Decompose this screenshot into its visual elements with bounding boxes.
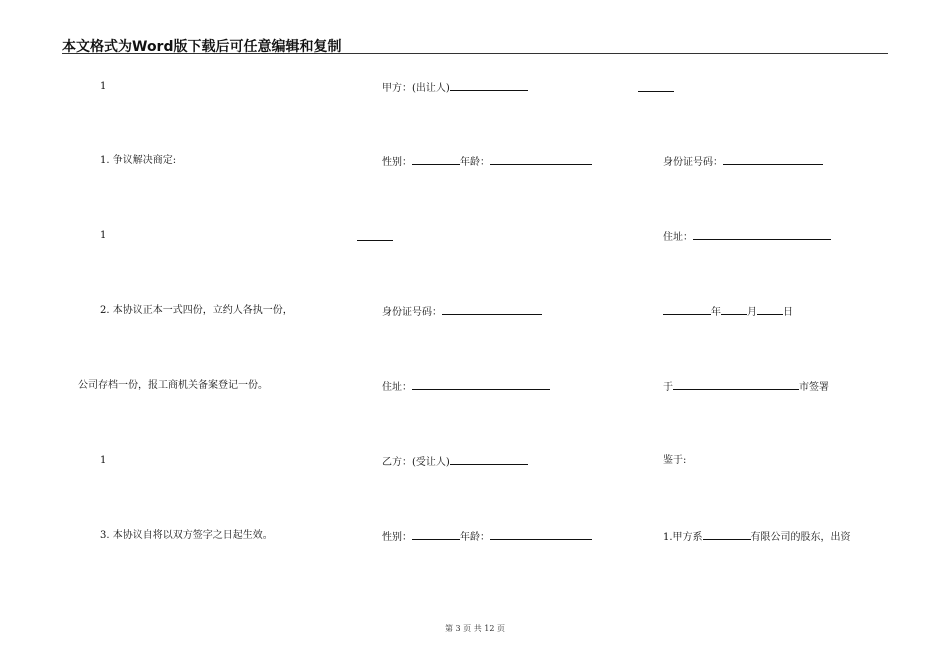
gender-age-line-2 xyxy=(382,529,592,545)
age-blank-2 xyxy=(490,529,592,540)
month-blank xyxy=(721,304,747,315)
city-blank xyxy=(673,379,799,390)
party-a-line xyxy=(382,80,528,96)
col3-address-blank xyxy=(693,229,831,240)
col3-address-label: 住址： xyxy=(663,232,693,243)
signing-place-suffix: 市签署 xyxy=(799,382,829,393)
document-header-title: 本文格式为Word版下载后可任意编辑和复制 xyxy=(62,39,342,55)
col1-row1-text: 1 xyxy=(100,81,107,92)
party-a-label: 甲方：(出让人) xyxy=(382,83,450,94)
age-blank xyxy=(490,154,592,165)
party-a-blank xyxy=(450,80,528,91)
clause-1-line xyxy=(663,529,851,545)
clause-1-prefix: 1.甲方系 xyxy=(663,532,703,543)
col1-row2-text: 1. 争议解决商定: xyxy=(100,155,177,166)
party-b-line xyxy=(382,454,528,470)
address-label: 住址： xyxy=(382,382,412,393)
id-number-line xyxy=(382,304,542,320)
gender-blank xyxy=(412,154,460,165)
col1-row4-text: 2. 本协议正本一式四份，立约人各执一份， xyxy=(100,305,293,316)
party-b-blank xyxy=(450,454,528,465)
month-label: 月 xyxy=(747,307,757,318)
col3-id-number-blank xyxy=(723,154,823,165)
signing-place-prefix: 于 xyxy=(663,382,673,393)
col3-id-number-label: 身份证号码： xyxy=(663,157,723,168)
header-divider xyxy=(62,53,888,54)
gender-blank-2 xyxy=(412,529,460,540)
year-label: 年 xyxy=(711,307,721,318)
signing-place-line xyxy=(663,379,829,395)
address-blank xyxy=(412,379,550,390)
col3-address-line xyxy=(663,229,831,245)
company-blank xyxy=(703,529,751,540)
col1-row5-text: 公司存档一份，报工商机关备案登记一份。 xyxy=(78,380,268,391)
whereas-heading: 鉴于: xyxy=(663,455,687,466)
gender-label: 性别： xyxy=(382,157,412,168)
day-blank xyxy=(757,304,783,315)
col3-top-blank xyxy=(638,91,674,92)
party-b-label: 乙方：(受让人) xyxy=(382,457,450,468)
date-line xyxy=(663,304,793,320)
clause-1-suffix: 有限公司的股东，出资 xyxy=(750,532,851,543)
standalone-blank xyxy=(357,240,393,241)
col3-id-number-line xyxy=(663,154,823,170)
col1-row6-text: 1 xyxy=(100,455,107,466)
id-number-blank xyxy=(442,304,542,315)
id-number-label: 身份证号码： xyxy=(382,307,442,318)
year-blank xyxy=(663,304,711,315)
address-line xyxy=(382,379,550,395)
age-label: 年龄： xyxy=(460,157,490,168)
page-footer: 第 3 页 共 12 页 xyxy=(445,624,505,633)
day-label: 日 xyxy=(783,307,793,318)
col1-row3-text: 1 xyxy=(100,230,107,241)
gender-label-2: 性别： xyxy=(382,532,412,543)
gender-age-line xyxy=(382,154,592,170)
col1-row7-text: 3. 本协议自将以双方签字之日起生效。 xyxy=(100,530,273,541)
age-label-2: 年龄： xyxy=(460,532,490,543)
